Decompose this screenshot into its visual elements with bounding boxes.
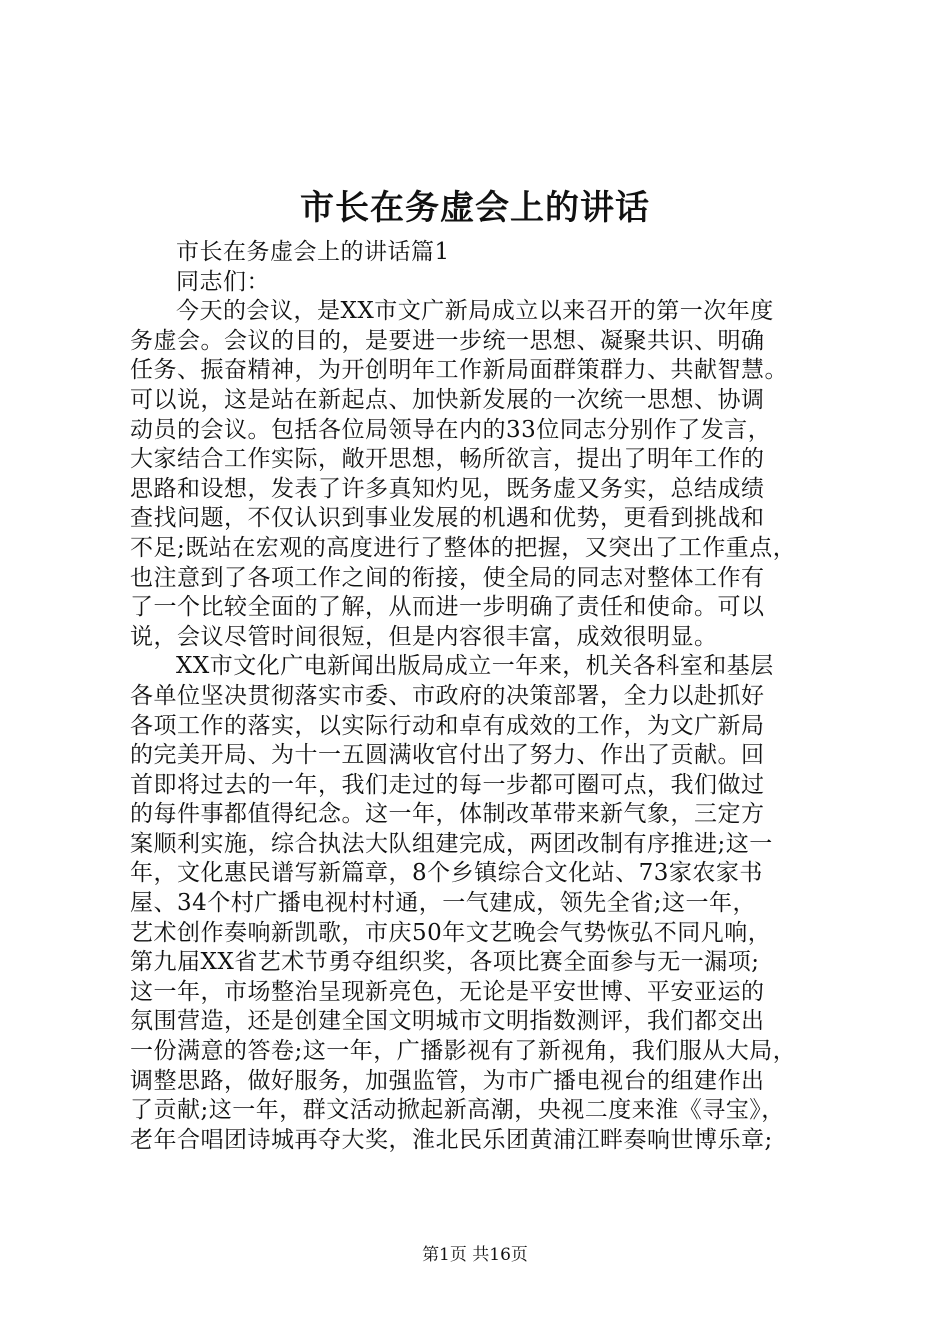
document-body [130,238,840,1155]
text-line: 不足;既站在宏观的高度进行了整体的把握，又突出了工作重点， [130,534,797,561]
text-line: 市长在务虚会上的讲话篇1 [176,239,450,265]
text-line: 老年合唱团诗城再夺大奖，淮北民乐团黄浦江畔奏响世博乐章; [130,1126,773,1153]
text-line: 氛围营造，还是创建全国文明城市文明指数测评，我们都交出 [130,1008,765,1035]
text-line: 任务、振奋精神，为开创明年工作新局面群策群力、共献智慧。 [130,357,788,384]
text-line: 说，会议尽管时间很短，但是内容很丰富，成效很明显。 [130,623,718,650]
text-line: 案顺利实施，综合执法大队组建完成，两团改制有序推进;这一 [130,830,773,857]
text-line: XX市文化广电新闻出版局成立一年来，机关各科室和基层 [176,653,774,680]
text-line: 可以说，这是站在新起点、加快新发展的一次统一思想、协调 [130,386,765,413]
text-line: 艺术创作奏响新凯歌，市庆50年文艺晚会气势恢弘不同凡响， [130,919,772,946]
text-line: 的完美开局、为十一五圆满收官付出了努力、作出了贡献。回 [130,742,765,769]
text-line: 各单位坚决贯彻落实市委、市政府的决策部署，全力以赴抓好 [130,682,765,709]
text-line: 一份满意的答卷;这一年，广播影视有了新视角，我们服从大局， [130,1038,797,1065]
text-line: 思路和设想，发表了许多真知灼见，既务虚又务实，总结成绩 [130,475,765,502]
text-line: 各项工作的落实，以实际行动和卓有成效的工作，为文广新局 [130,712,765,739]
text-line: 动员的会议。包括各位局领导在内的33位同志分别作了发言， [130,416,772,443]
text-line: 也注意到了各项工作之间的衔接，使全局的同志对整体工作有 [130,564,765,591]
text-line: 调整思路，做好服务，加强监管，为市广播电视台的组建作出 [130,1067,765,1094]
text-line: 首即将过去的一年，我们走过的每一步都可圈可点，我们做过 [130,771,765,798]
text-line: 年，文化惠民谱写新篇章，8个乡镇综合文化站、73家农家书 [130,860,763,887]
text-line: 屋、34个村广播电视村村通，一气建成，领先全省;这一年， [130,890,757,917]
text-line: 今天的会议，是XX市文广新局成立以来召开的第一次年度 [176,298,774,325]
text-line: 大家结合工作实际，敞开思想，畅所欲言，提出了明年工作的 [130,446,765,473]
text-line: 查找问题，不仅认识到事业发展的机遇和优势，更看到挑战和 [130,505,765,532]
page-footer: 第1页 共16页 [422,1245,528,1265]
text-line: 了贡献;这一年，群文活动掀起新高潮，央视二度来淮《寻宝》， [130,1097,785,1124]
text-line: 这一年，市场整治呈现新亮色，无论是平安世博、平安亚运的 [130,978,765,1005]
document-title: 市长在务虚会上的讲话 [300,188,650,228]
text-line: 第九届XX省艺术节勇夺组织奖，各项比赛全面参与无一漏项; [130,949,760,976]
text-line: 的每件事都值得纪念。这一年，体制改革带来新气象，三定方 [130,801,765,828]
text-line: 务虚会。会议的目的，是要进一步统一思想、凝聚共识、明确 [130,327,765,354]
text-line: 同志们： [176,268,270,295]
text-line: 了一个比较全面的了解，从而进一步明确了责任和使命。可以 [130,594,765,621]
